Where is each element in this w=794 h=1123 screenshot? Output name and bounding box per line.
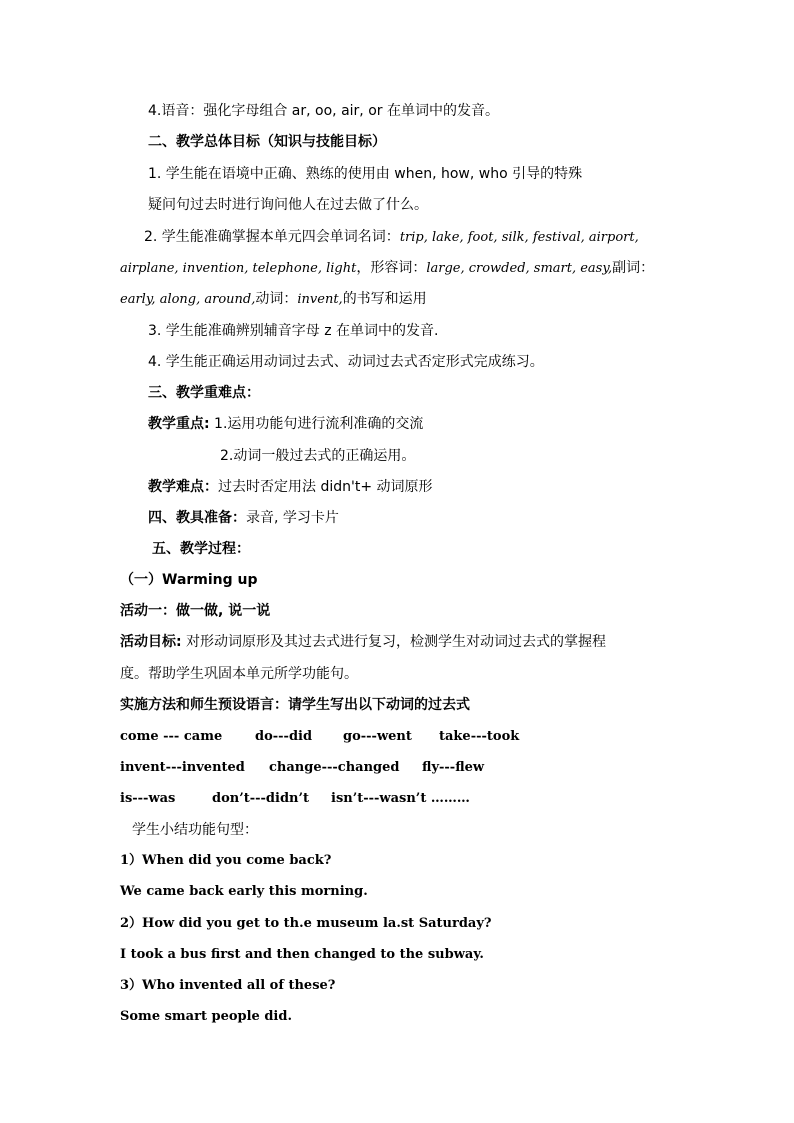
goal-3: 3. 学生能准确辨别辅音字母 z 在单词中的发音. [148, 323, 439, 339]
key-point-label: 教学重点: [148, 416, 210, 432]
verbs-row-1 [120, 727, 519, 747]
materials-text: 录音, 学习卡片 [246, 510, 339, 526]
warming-up-heading: （一）Warming up [120, 572, 258, 588]
section-heading-key-points: 三、教学重难点： [148, 385, 260, 401]
goal-1-line-b: 疑问句过去时进行询问他人在过去做了什么。 [148, 197, 428, 213]
materials-label: 四、教具准备： [148, 510, 246, 526]
question-1: 1）When did you come back? [120, 853, 332, 868]
goal-2-prefix: 2. 学生能准确掌握本单元四会单词名词： [144, 229, 400, 245]
section-heading-process: 五、教学过程： [152, 541, 250, 557]
verb-pair: is---was [120, 791, 176, 806]
answer-1: We came back early this morning. [120, 884, 368, 899]
key-point-2: 2.动词一般过去式的正确运用。 [220, 448, 416, 464]
section-heading-materials [148, 508, 339, 528]
activity-goal-line-b: 度。帮助学生巩固本单元所学功能句。 [120, 666, 358, 682]
verb-pair: don’t---didn’t [212, 791, 310, 806]
activity-1-heading: 活动一：做一做, 说一说 [120, 603, 271, 619]
verb-pair: change---changed [269, 760, 400, 775]
verb-pair: take---took [439, 729, 520, 744]
goal-2-line-b [120, 258, 654, 279]
verb-pair: do---did [255, 729, 313, 744]
verbs-row-2 [120, 758, 484, 778]
key-point-1-text: 1.运用功能句进行流利准确的交流 [209, 416, 424, 432]
verb-pair: isn’t---wasn’t ……… [331, 791, 470, 806]
pronunciation-goal: 4.语音：强化字母组合 ar, oo, air, or 在单词中的发音。 [148, 103, 499, 119]
goal-4: 4. 学生能正确运用动词过去式、动词过去式否定形式完成练习。 [148, 354, 544, 370]
question-2: 2）How did you get to th.e museum la.st Saturday? [120, 916, 492, 931]
key-point-1 [148, 414, 423, 434]
verbs-row-3 [120, 789, 470, 809]
summary-heading: 学生小结功能句型： [132, 822, 258, 838]
question-3: 3）Who invented all of these? [120, 978, 336, 993]
goal-1-line-a: 1. 学生能在语境中正确、熟练的使用由 when, how, who 引导的特殊 [148, 166, 583, 182]
difficulty-label: 教学难点： [148, 479, 218, 495]
goal-2-adv-label: 副词： [612, 260, 655, 276]
section-heading-overall-goals: 二、教学总体目标（知识与技能目标） [148, 134, 386, 150]
goal-2-nouns-b: airplane, invention, telephone, light [120, 261, 357, 276]
difficulty-point [148, 477, 433, 497]
activity-goal-label: 活动目标: [120, 634, 182, 650]
verb-pair: invent---invented [120, 760, 245, 775]
goal-2-line-a [144, 227, 639, 248]
goal-2-line-c [120, 289, 427, 310]
goal-2-adjectives: large, crowded, smart, easy, [426, 261, 613, 276]
method-heading: 实施方法和师生预设语言：请学生写出以下动词的过去式 [120, 697, 470, 713]
activity-goal-line-a [120, 632, 606, 652]
goal-2-suffix: 的书写和运用 [342, 291, 427, 307]
verb-pair: go---went [343, 729, 412, 744]
verb-pair: come --- came [120, 729, 223, 744]
goal-2-adj-label: ，形容词： [356, 260, 427, 276]
goal-2-adverbs: early, along, around, [120, 292, 256, 307]
answer-2: I took a bus first and then changed to the subway. [120, 947, 484, 962]
activity-goal-text-a: 对形动词原形及其过去式进行复习，检测学生对动词过去式的掌握程 [181, 634, 607, 650]
verb-pair: fly---flew [422, 760, 485, 775]
difficulty-text: 过去时否定用法 didn't+ 动词原形 [218, 479, 433, 495]
answer-3: Some smart people did. [120, 1009, 292, 1024]
goal-2-nouns-a: trip, lake, foot, silk, festival, airport, [399, 230, 639, 245]
goal-2-verb-label: 动词： [255, 291, 298, 307]
goal-2-verbs: invent, [297, 292, 343, 307]
